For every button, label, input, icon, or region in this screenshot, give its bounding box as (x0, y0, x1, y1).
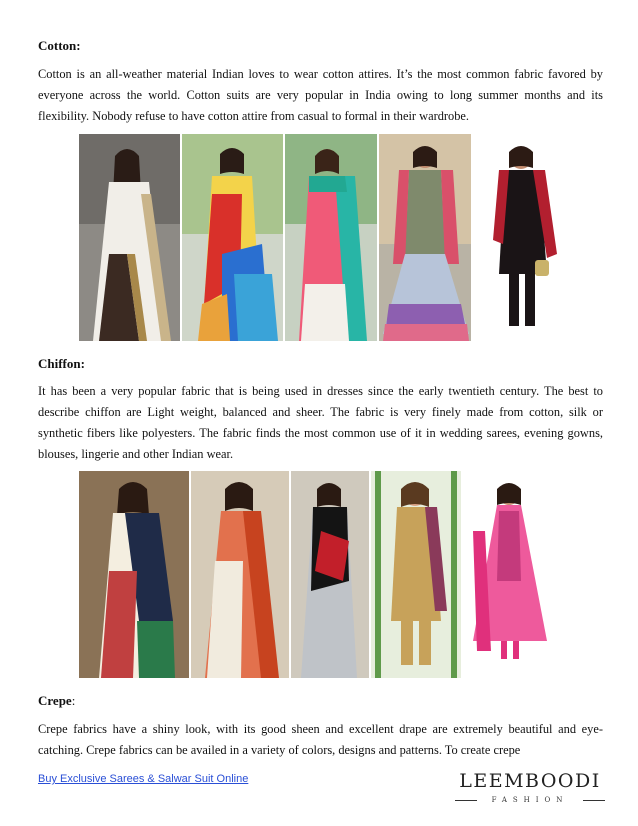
logo-divider-right (583, 800, 605, 801)
chiffon-photo-4 (371, 471, 461, 678)
chiffon-image-strip (79, 471, 553, 678)
chiffon-paragraph: It has been a very popular fabric that is being used in dresses since the early twentieth century. The best to describe chiffon are Light weight, balanced and sheer. The fabric is very finely made from cotton, silk or synthetic fibers like polyesters. The fabric finds the most common use of it in wedding sarees, evening gowns, blouses, lingerie and other Indian wear. (38, 384, 603, 461)
cotton-photo-3 (285, 134, 377, 341)
logo-wordmark: LEEMBOODI (459, 770, 601, 792)
cotton-image-strip (79, 134, 574, 341)
crepe-heading-text: Crepe (38, 693, 72, 708)
crepe-heading (38, 693, 75, 709)
cotton-photo-2 (182, 134, 283, 341)
cotton-paragraph: Cotton is an all-weather material Indian loves to wear cotton attires. It’s the most common fabric favored by everyone across the world. Cotton suits are very popular in India owing to long summer months and its flexibility. Nobody refuse to have cotton attire from casual to formal in their wardrobe. (38, 67, 603, 123)
buy-sarees-link[interactable]: Buy Exclusive Sarees & Salwar Suit Online (38, 773, 249, 785)
crepe-heading-colon: : (71, 693, 76, 708)
chiffon-photo-1 (79, 471, 189, 678)
cotton-photo-4 (379, 134, 471, 341)
cotton-photo-1 (79, 134, 180, 341)
cotton-photo-5 (473, 134, 574, 341)
logo-subtitle: FASHION (491, 796, 569, 804)
crepe-paragraph: Crepe fabrics have a shiny look, with its good sheen and excellent drape are extremely beautiful and eye-catching. Crepe fabrics can be availed in a variety of colors, designs and patterns. To create crepe (38, 722, 603, 757)
chiffon-photo-3 (291, 471, 369, 678)
cotton-heading: Cotton: (38, 38, 81, 53)
chiffon-heading: Chiffon: (38, 356, 85, 371)
chiffon-photo-2 (191, 471, 289, 678)
chiffon-photo-5 (463, 471, 553, 678)
leemboodi-logo (455, 770, 605, 810)
